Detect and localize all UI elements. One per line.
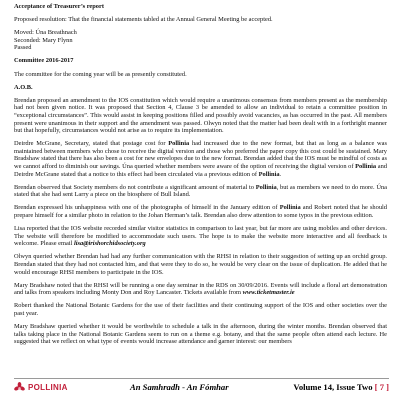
publication-season: An Samhradh - An Fómhar	[130, 382, 229, 392]
orchid-icon	[14, 382, 25, 393]
logo-text: POLLINIA	[28, 382, 68, 392]
treasurer-heading: Acceptance of Treasurer’s report	[14, 3, 104, 10]
aob-paragraph-8: Robert thanked the National Botanic Gardens for the use of their facilities and their continuing support of the IOS and other societies over the past year.	[14, 302, 387, 317]
page-bracket-open: [	[374, 382, 380, 392]
email-link[interactable]: lisa@irishorchidsociety.org	[73, 240, 146, 248]
pollinia-logo	[14, 382, 124, 393]
volume-issue: Volume 14, Issue Two	[293, 382, 373, 392]
aob-paragraph-6: Olwyn queried whether Brendan had had any further communication with the RHSI in relation to their suggestion of setting up an orchid group. Brendan stated that they had not contacted him, and that were they to do so, he would be very clear on the issue of duplication. He added that he would encourage RHSI members to participate in the IOS.	[14, 253, 387, 276]
p2-text-a: Deirdre McGrane, Secretary, stated that postage cost for	[14, 140, 169, 148]
aob-paragraph-1: Brendan proposed an amendment to the IOS constitution which would require a unanimous consensus from members present as the membership had not been given notice. It was proposed that Section 4, Clause 3 be amended to allow an individual to retain a committee position in “exceptional circumstances”. This would assist in keeping positions filled and possibly avoid vacancies, as has occurred in the past. All members present were unanimous in their support and the amendment was passed. Olwyn noted that the matter had been dealt with in a forthright manner but that hopefully, circumstances would not arise as to require its implementation.	[14, 96, 387, 135]
page-number-value: 7	[379, 382, 384, 392]
aob-paragraph-7	[14, 282, 387, 297]
moved-by: Moved: Úna Breathnach	[14, 29, 77, 37]
aob-heading: A.O.B.	[14, 83, 33, 91]
p4-text-a: Brendan expressed his unhappiness with one of the photographs of himself in the January edition of	[14, 204, 280, 212]
p2-text-b: had increased due to the new format, but that as long as a balance was maintained between members who chose to receive the digital version and those who preferred the paper copy this cost could be sustained. Mary Bradshaw stated that there has also been a cost for new envelopes due to the new format. Brendan added that the IOS must be mindful of costs as we cannot afford to diminish our savings. Úna queried whether members were aware of the option of receiving the digital version of	[14, 140, 388, 170]
committee-section	[14, 57, 387, 78]
aob-paragraph-3	[14, 184, 387, 199]
treasurer-resolution: Proposed resolution: That the financial statements tabled at the Annual General Meeting be accepted.	[14, 16, 273, 24]
aob-paragraph-2	[14, 140, 387, 178]
issue-info	[293, 382, 389, 392]
aob-paragraph-9: Mary Bradshaw queried whether it would be worthwhile to schedule a talk in the afternoon, during the winter months. Brendan observed that talks taking place in the National Botanic Gardens seem to run on a theme e.g. botany, and that the same people often attend each lecture. He suggested that we reflect on what type of events would increase attendance and garner interest: our members	[14, 323, 387, 346]
pollinia-name: Pollinia	[168, 140, 190, 148]
pollinia-name: Pollinia	[279, 204, 301, 212]
page-bracket-close: ]	[383, 382, 389, 392]
p7-text-a: Mary Bradshaw noted that the RHSI will be running a one day seminar in the RDS on 30/09/2016. Events will include a floral art demonstration and talks from speakers including Monty Don and Roy Lancaster. Tickets available from	[14, 281, 387, 297]
committee-text: The committee for the coming year will be as presently constituted.	[14, 70, 187, 78]
p3-text-a: Brendan observed that Society members do not contribute a significant amount of material to	[14, 183, 256, 191]
pollinia-name: Pollinia	[258, 170, 280, 178]
vote-result: Passed	[14, 44, 32, 52]
aob-paragraph-5	[14, 225, 387, 248]
treasurer-section	[14, 3, 387, 24]
aob-paragraph-4	[14, 204, 387, 219]
pollinia-name: Pollinia	[355, 163, 377, 170]
pollinia-name: Pollinia	[255, 183, 277, 191]
ticket-link[interactable]: www.ticketmaster.ie	[242, 289, 295, 297]
page-footer	[14, 378, 389, 395]
p4-text-b: and Robert noted that he should prepare himself for a similar photo in relation to the Johan Herman’s talk. Brendan also drew attention to some typos in the previous edition.	[14, 204, 387, 219]
vote-block	[14, 29, 387, 52]
committee-heading: Committee 2016-2017	[14, 57, 74, 65]
p3-text-b: , but as members we need to do more. Úna stated that she had sent Larry a piece on the biosphere of Bull Island.	[14, 183, 387, 199]
page-content	[14, 3, 387, 346]
p2-text-d: .	[279, 170, 282, 178]
page-number	[375, 382, 389, 392]
p5-text-a: Lisa reported that the IOS website recorded similar visitor statistics in comparison to last year, but far more are using mobiles and other devices. The website will therefore be modified to accommodate such users. The hope is to make the website more interactive and all feedback is welcome. Please email	[14, 225, 387, 248]
seconded-by: Seconded: Mary Flynn	[14, 36, 73, 44]
p2-text-c: and Deirdre McGrane stated that a notice to this effect had been circulated via a previous edition of	[14, 163, 387, 178]
